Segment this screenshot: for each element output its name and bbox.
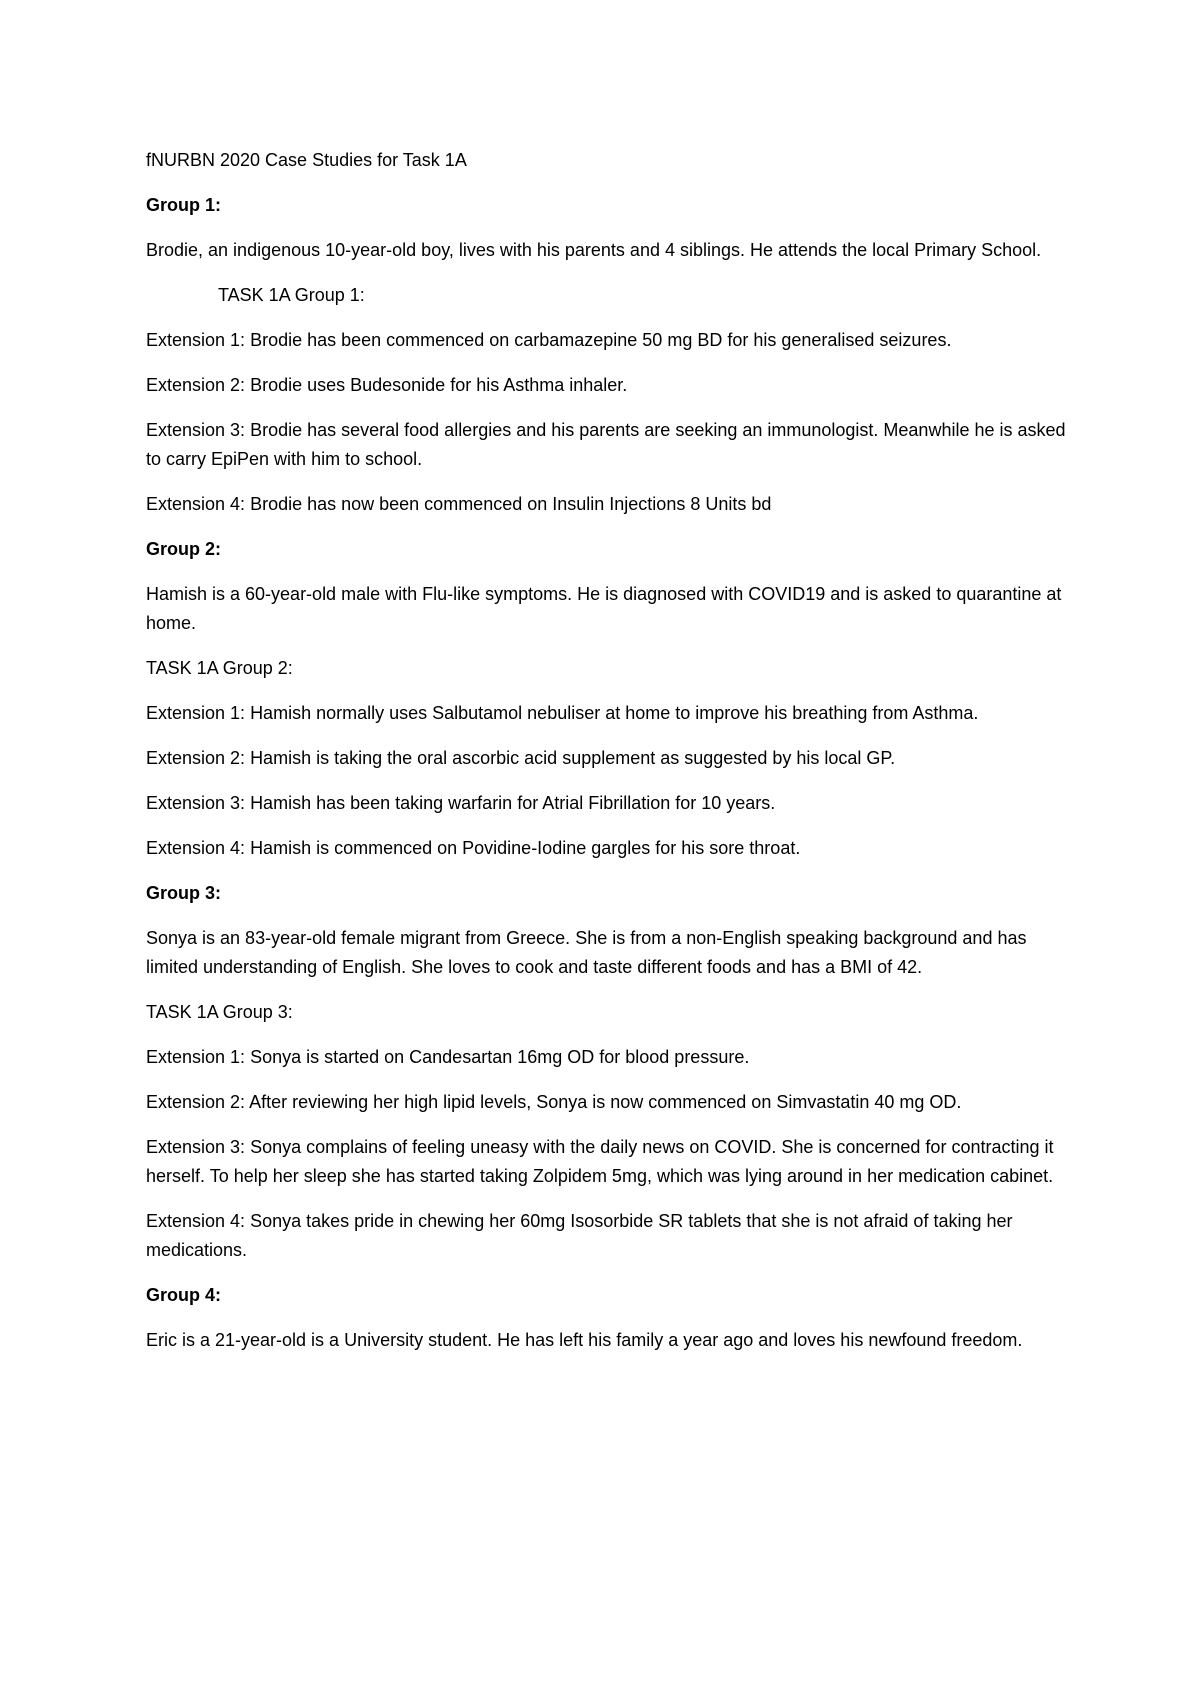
group-1-extension-4: Extension 4: Brodie has now been commenced on Insulin Injections 8 Units bd: [146, 494, 772, 514]
group-2-heading: Group 2:: [146, 539, 221, 559]
group-1-heading: Group 1:: [146, 195, 221, 215]
group-3-description: Sonya is an 83-year-old female migrant from Greece. She is from a non-English speaking background and has limited understanding of English. She loves to cook and taste different foods and has a BMI of 42.: [146, 928, 1027, 977]
group-3-extension-2: Extension 2: After reviewing her high lipid levels, Sonya is now commenced on Simvastatin 40 mg OD.: [146, 1092, 962, 1112]
group-2-task-label: TASK 1A Group 2:: [146, 658, 293, 678]
group-4-description: Eric is a 21-year-old is a University student. He has left his family a year ago and loves his newfound freedom.: [146, 1330, 1023, 1350]
group-3-extension-4: Extension 4: Sonya takes pride in chewing her 60mg Isosorbide SR tablets that she is not afraid of taking her medications.: [146, 1211, 1013, 1260]
group-2-extension-3: Extension 3: Hamish has been taking warfarin for Atrial Fibrillation for 10 years.: [146, 793, 776, 813]
group-3-heading: Group 3:: [146, 883, 221, 903]
group-1-extension-1: Extension 1: Brodie has been commenced on carbamazepine 50 mg BD for his generalised seizures.: [146, 330, 952, 350]
group-3-task-label: TASK 1A Group 3:: [146, 1002, 293, 1022]
group-2-extension-1: Extension 1: Hamish normally uses Salbutamol nebuliser at home to improve his breathing from Asthma.: [146, 703, 979, 723]
document-page: [146, 146, 1066, 1371]
group-4-heading: Group 4:: [146, 1285, 221, 1305]
group-2-description: Hamish is a 60-year-old male with Flu-like symptoms. He is diagnosed with COVID19 and is asked to quarantine at home.: [146, 584, 1062, 633]
group-2-extension-2: Extension 2: Hamish is taking the oral ascorbic acid supplement as suggested by his local GP.: [146, 748, 896, 768]
group-3-extension-3: Extension 3: Sonya complains of feeling uneasy with the daily news on COVID. She is concerned for contracting it herself. To help her sleep she has started taking Zolpidem 5mg, which was lying around in her medication cabinet.: [146, 1137, 1054, 1186]
group-1-task-label: TASK 1A Group 1:: [218, 285, 365, 305]
group-1-extension-2: Extension 2: Brodie uses Budesonide for his Asthma inhaler.: [146, 375, 628, 395]
document-title: fNURBN 2020 Case Studies for Task 1A: [146, 150, 467, 170]
group-2-extension-4: Extension 4: Hamish is commenced on Povidine-Iodine gargles for his sore throat.: [146, 838, 801, 858]
group-3-extension-1: Extension 1: Sonya is started on Candesartan 16mg OD for blood pressure.: [146, 1047, 750, 1067]
group-1-description: Brodie, an indigenous 10-year-old boy, lives with his parents and 4 siblings. He attends the local Primary School.: [146, 240, 1042, 260]
group-1-extension-3: Extension 3: Brodie has several food allergies and his parents are seeking an immunologist. Meanwhile he is asked to carry EpiPen with him to school.: [146, 420, 1066, 469]
